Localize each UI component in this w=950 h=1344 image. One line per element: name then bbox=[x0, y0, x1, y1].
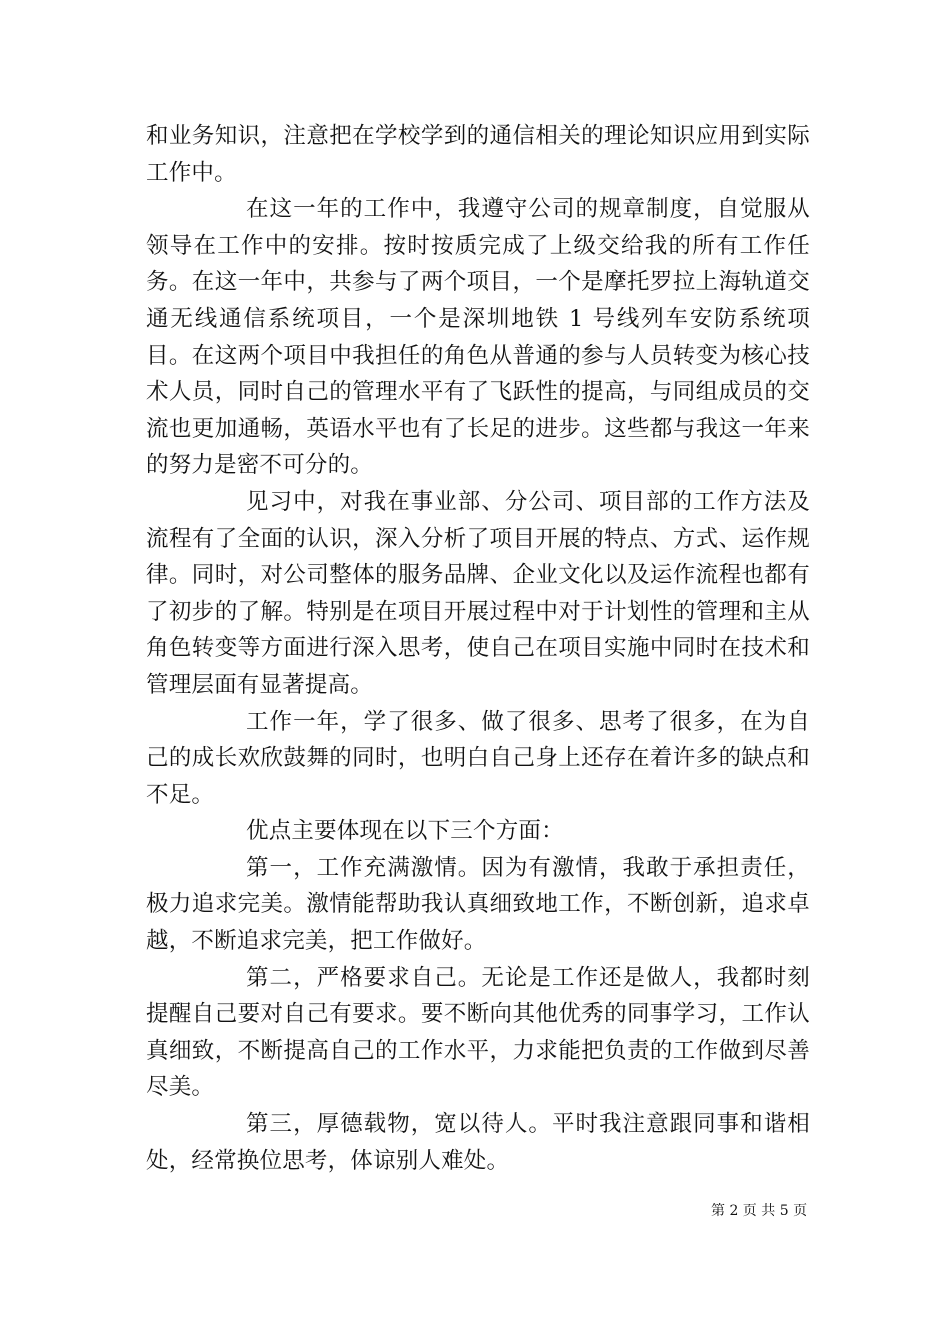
paragraph-summary: 工作一年，学了很多、做了很多、思考了很多，在为自己的成长欢欣鼓舞的同时，也明白自己身上还存在着许多的缺点和不足。 bbox=[146, 708, 810, 808]
page-number-footer: 第 2 页 共 5 页 bbox=[711, 1203, 808, 1219]
paragraph-strength-one: 第一，工作充满激情。因为有激情，我敢于承担责任，极力追求完美。激情能帮助我认真细致地工作，不断创新，追求卓越，不断追求完美，把工作做好。 bbox=[146, 854, 810, 955]
paragraph-strengths-intro: 优点主要体现在以下三个方面： bbox=[246, 818, 564, 845]
paragraph-strength-two: 第二，严格要求自己。无论是工作还是做人，我都时刻提醒自己要对自己有要求。要不断向其他优秀的同事学习，工作认真细致，不断提高自己的工作水平，力求能把负责的工作做到尽善尽美。 bbox=[146, 964, 810, 1101]
paragraph-work-year: 在这一年的工作中，我遵守公司的规章制度，自觉服从领导在工作中的安排。按时按质完成了上级交给我的所有工作任务。在这一年中，共参与了两个项目，一个是摩托罗拉上海轨道交通无线通信系统项目，一个是深圳地铁 1 号线列车安防系统项目。在这两个项目中我担任的角色从普通的参与人员转变为核心技术人员，同时自己的管理水平有了飞跃性的提高，与同组成员的交流也更加通畅，英语水平也有了长足的进步。这些都与我这一年来的努力是密不可分的。 bbox=[146, 196, 810, 479]
document-body bbox=[146, 118, 810, 1179]
paragraph-internship: 见习中，对我在事业部、分公司、项目部的工作方法及流程有了全面的认识，深入分析了项目开展的特点、方式、运作规律。同时，对公司整体的服务品牌、企业文化以及运作流程也都有了初步的了解。特别是在项目开展过程中对于计划性的管理和主从角色转变等方面进行深入思考，使自己在项目实施中同时在技术和管理层面有显著提高。 bbox=[146, 488, 810, 698]
paragraph-continuation: 和业务知识，注意把在学校学到的通信相关的理论知识应用到实际工作中。 bbox=[146, 123, 810, 186]
paragraph-strength-three: 第三，厚德载物，宽以待人。平时我注意跟同事和谐相处，经常换位思考，体谅别人难处。 bbox=[146, 1111, 810, 1174]
